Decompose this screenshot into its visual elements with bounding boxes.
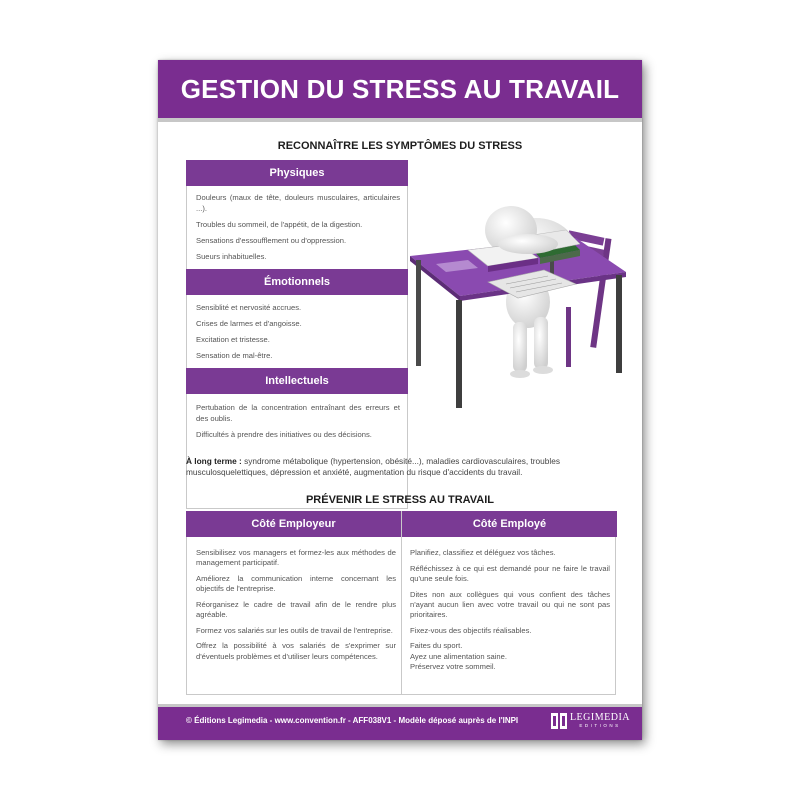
list-item: Améliorez la communication interne concernant les objectifs de l'entreprise. xyxy=(196,573,396,594)
header-banner xyxy=(158,60,642,122)
list-item: Sensations d'essoufflement ou d'oppression. xyxy=(196,235,347,245)
list-item: Douleurs (maux de tête, douleurs musculaires, articulaires ...). xyxy=(196,193,400,213)
emotional-list xyxy=(196,303,400,367)
list-item: Réfléchissez à ce qui est demandé pour ne faire le travail qu'une seule fois. xyxy=(410,563,610,583)
physical-list xyxy=(196,193,400,268)
intellectual-list xyxy=(196,403,400,446)
list-item: Ayez une alimentation saine. xyxy=(410,651,507,661)
emotional-header: Émotionnels xyxy=(186,269,408,295)
list-item: Difficultés à prendre des initiatives ou des décisions. xyxy=(196,429,372,439)
legimedia-logo-icon xyxy=(551,713,567,729)
logo-name: LEGIMEDIA xyxy=(569,712,630,723)
physical-header: Physiques xyxy=(186,160,408,186)
list-item: Crises de larmes et d'angoisse. xyxy=(196,319,302,328)
long-term-label: À long terme : xyxy=(186,456,242,466)
list-item: Faites du sport. xyxy=(410,641,463,651)
prevention-heading: PRÉVENIR LE STRESS AU TRAVAIL xyxy=(305,494,495,506)
logo-sub: EDITIONS xyxy=(579,723,621,728)
long-term-paragraph xyxy=(186,456,620,478)
list-item: Sueurs inhabituelles. xyxy=(196,251,267,261)
list-item: Planifiez, classifiez et déléguez vos tâches. xyxy=(410,548,556,557)
stressed-figure-illustration xyxy=(408,172,638,412)
list-item: Préservez votre sommeil. xyxy=(410,661,496,671)
legimedia-logo xyxy=(551,712,630,730)
footer-copyright: © Éditions Legimedia - www.convention.fr - AFF038V1 - Modèle déposé auprès de l'INPI xyxy=(186,716,519,725)
intellectual-header: Intellectuels xyxy=(186,368,408,394)
employer-header: Côté Employeur xyxy=(186,511,401,537)
column-divider xyxy=(401,512,402,695)
employer-list xyxy=(196,548,396,667)
list-item: Pertubation de la concentration entraînant des erreurs et des oublis. xyxy=(196,403,400,423)
list-item: Dites non aux collègues qui vous confient des tâches n'ayant aucun lien avec votre travail ou qui ne sont pas prioritaires. xyxy=(410,589,610,620)
list-item: Sensibilisez vos managers et formez-les aux méthodes de management participatif. xyxy=(196,548,396,568)
list-item: Troubles du sommeil, de l'appétit, de la digestion. xyxy=(196,219,363,229)
long-term-text: syndrome métabolique (hypertension, obésité...), maladies cardiovasculaires, troubles musculosquelettiques, dépression et anxiété, augmentation du risque d'accidents du travail. xyxy=(186,456,560,477)
list-item: Sensiblité et nervosité accrues. xyxy=(196,303,302,312)
employee-list xyxy=(410,548,610,672)
page-title: GESTION DU STRESS AU TRAVAIL xyxy=(180,73,620,104)
list-item: Offrez la possibilité à vos salariés de s'exprimer sur d'éventuels problèmes et d'utiliser leurs compétences. xyxy=(196,641,396,661)
employee-header: Côté Employé xyxy=(402,511,617,537)
list-item: Excitation et tristesse. xyxy=(196,335,270,344)
list-item: Sensation de mal-être. xyxy=(196,351,273,360)
list-item: Réorganisez le cadre de travail afin de le rendre plus agréable. xyxy=(196,599,396,620)
footer-bar xyxy=(158,704,642,740)
symptoms-heading: RECONNAÎTRE LES SYMPTÔMES DU STRESS xyxy=(277,140,523,152)
list-item: Fixez-vous des objectifs réalisables. xyxy=(410,625,532,635)
prevention-panel xyxy=(186,511,616,695)
poster xyxy=(158,60,642,740)
list-item: Formez vos salariés sur les outils de travail de l'entreprise. xyxy=(196,625,393,635)
